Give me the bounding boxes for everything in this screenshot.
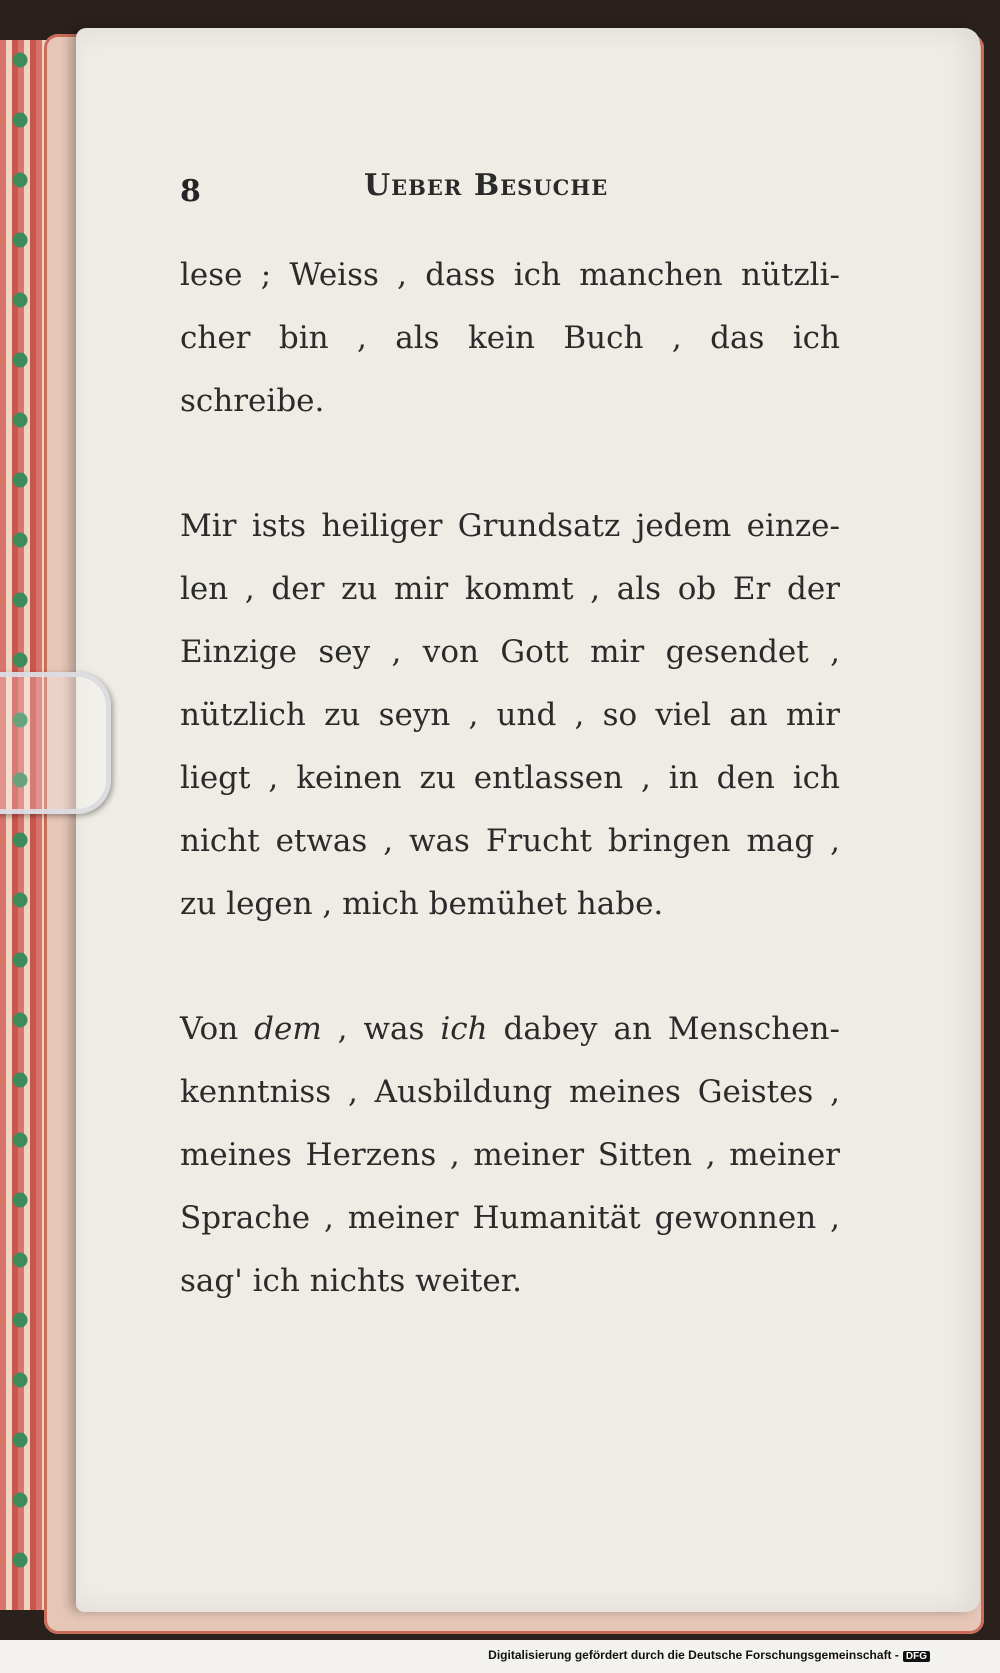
page-text xyxy=(180,244,840,1313)
text-line: cher bin , als kein Buch , das ich xyxy=(180,320,840,356)
text-line: Sprache , meiner Humanität gewonnen , xyxy=(180,1200,840,1236)
text-line: Mir ists heiliger Grundsatz jedem einze- xyxy=(180,508,840,544)
digitization-credit xyxy=(488,1648,930,1662)
text-line xyxy=(180,998,840,1061)
text-line: lese ; Weiss , dass ich manchen nützli- xyxy=(180,257,840,293)
page-header xyxy=(180,168,840,216)
text-line: nützlich zu seyn , und , so viel an mir xyxy=(180,697,840,733)
text-run: dabey an Menschen- xyxy=(487,1011,840,1047)
paragraph-2 xyxy=(180,495,840,936)
text-line: kenntniss , Ausbildung meines Geistes , xyxy=(180,1074,840,1110)
running-head: Ueber Besuche xyxy=(364,168,609,203)
italic-word: ich xyxy=(440,1011,488,1047)
text-line: sag' ich nichts weiter. xyxy=(180,1263,522,1299)
page-clip-icon xyxy=(0,672,111,814)
dfg-logo-icon: DFG xyxy=(903,1651,930,1662)
text-line: Einzige sey , von Gott mir gesendet , xyxy=(180,634,840,670)
text-line: meines Herzens , meiner Sitten , meiner xyxy=(180,1137,840,1173)
credit-text: Digitalisierung gefördert durch die Deutsche Forschungsgemeinschaft - xyxy=(488,1648,899,1662)
text-run: Von xyxy=(180,1011,255,1047)
text-run: , was xyxy=(321,1011,441,1047)
text-line: nicht etwas , was Frucht bringen mag , xyxy=(180,823,840,859)
text-line: zu legen , mich bemühet habe. xyxy=(180,886,664,922)
page-number: 8 xyxy=(180,174,201,209)
text-line: schreibe. xyxy=(180,383,325,419)
text-line: liegt , keinen zu entlassen , in den ich xyxy=(180,760,840,796)
paragraph-1 xyxy=(180,244,840,433)
italic-word: dem xyxy=(254,1011,322,1047)
paragraph-3 xyxy=(180,998,840,1313)
text-line: len , der zu mir kommt , als ob Er der xyxy=(180,571,840,607)
